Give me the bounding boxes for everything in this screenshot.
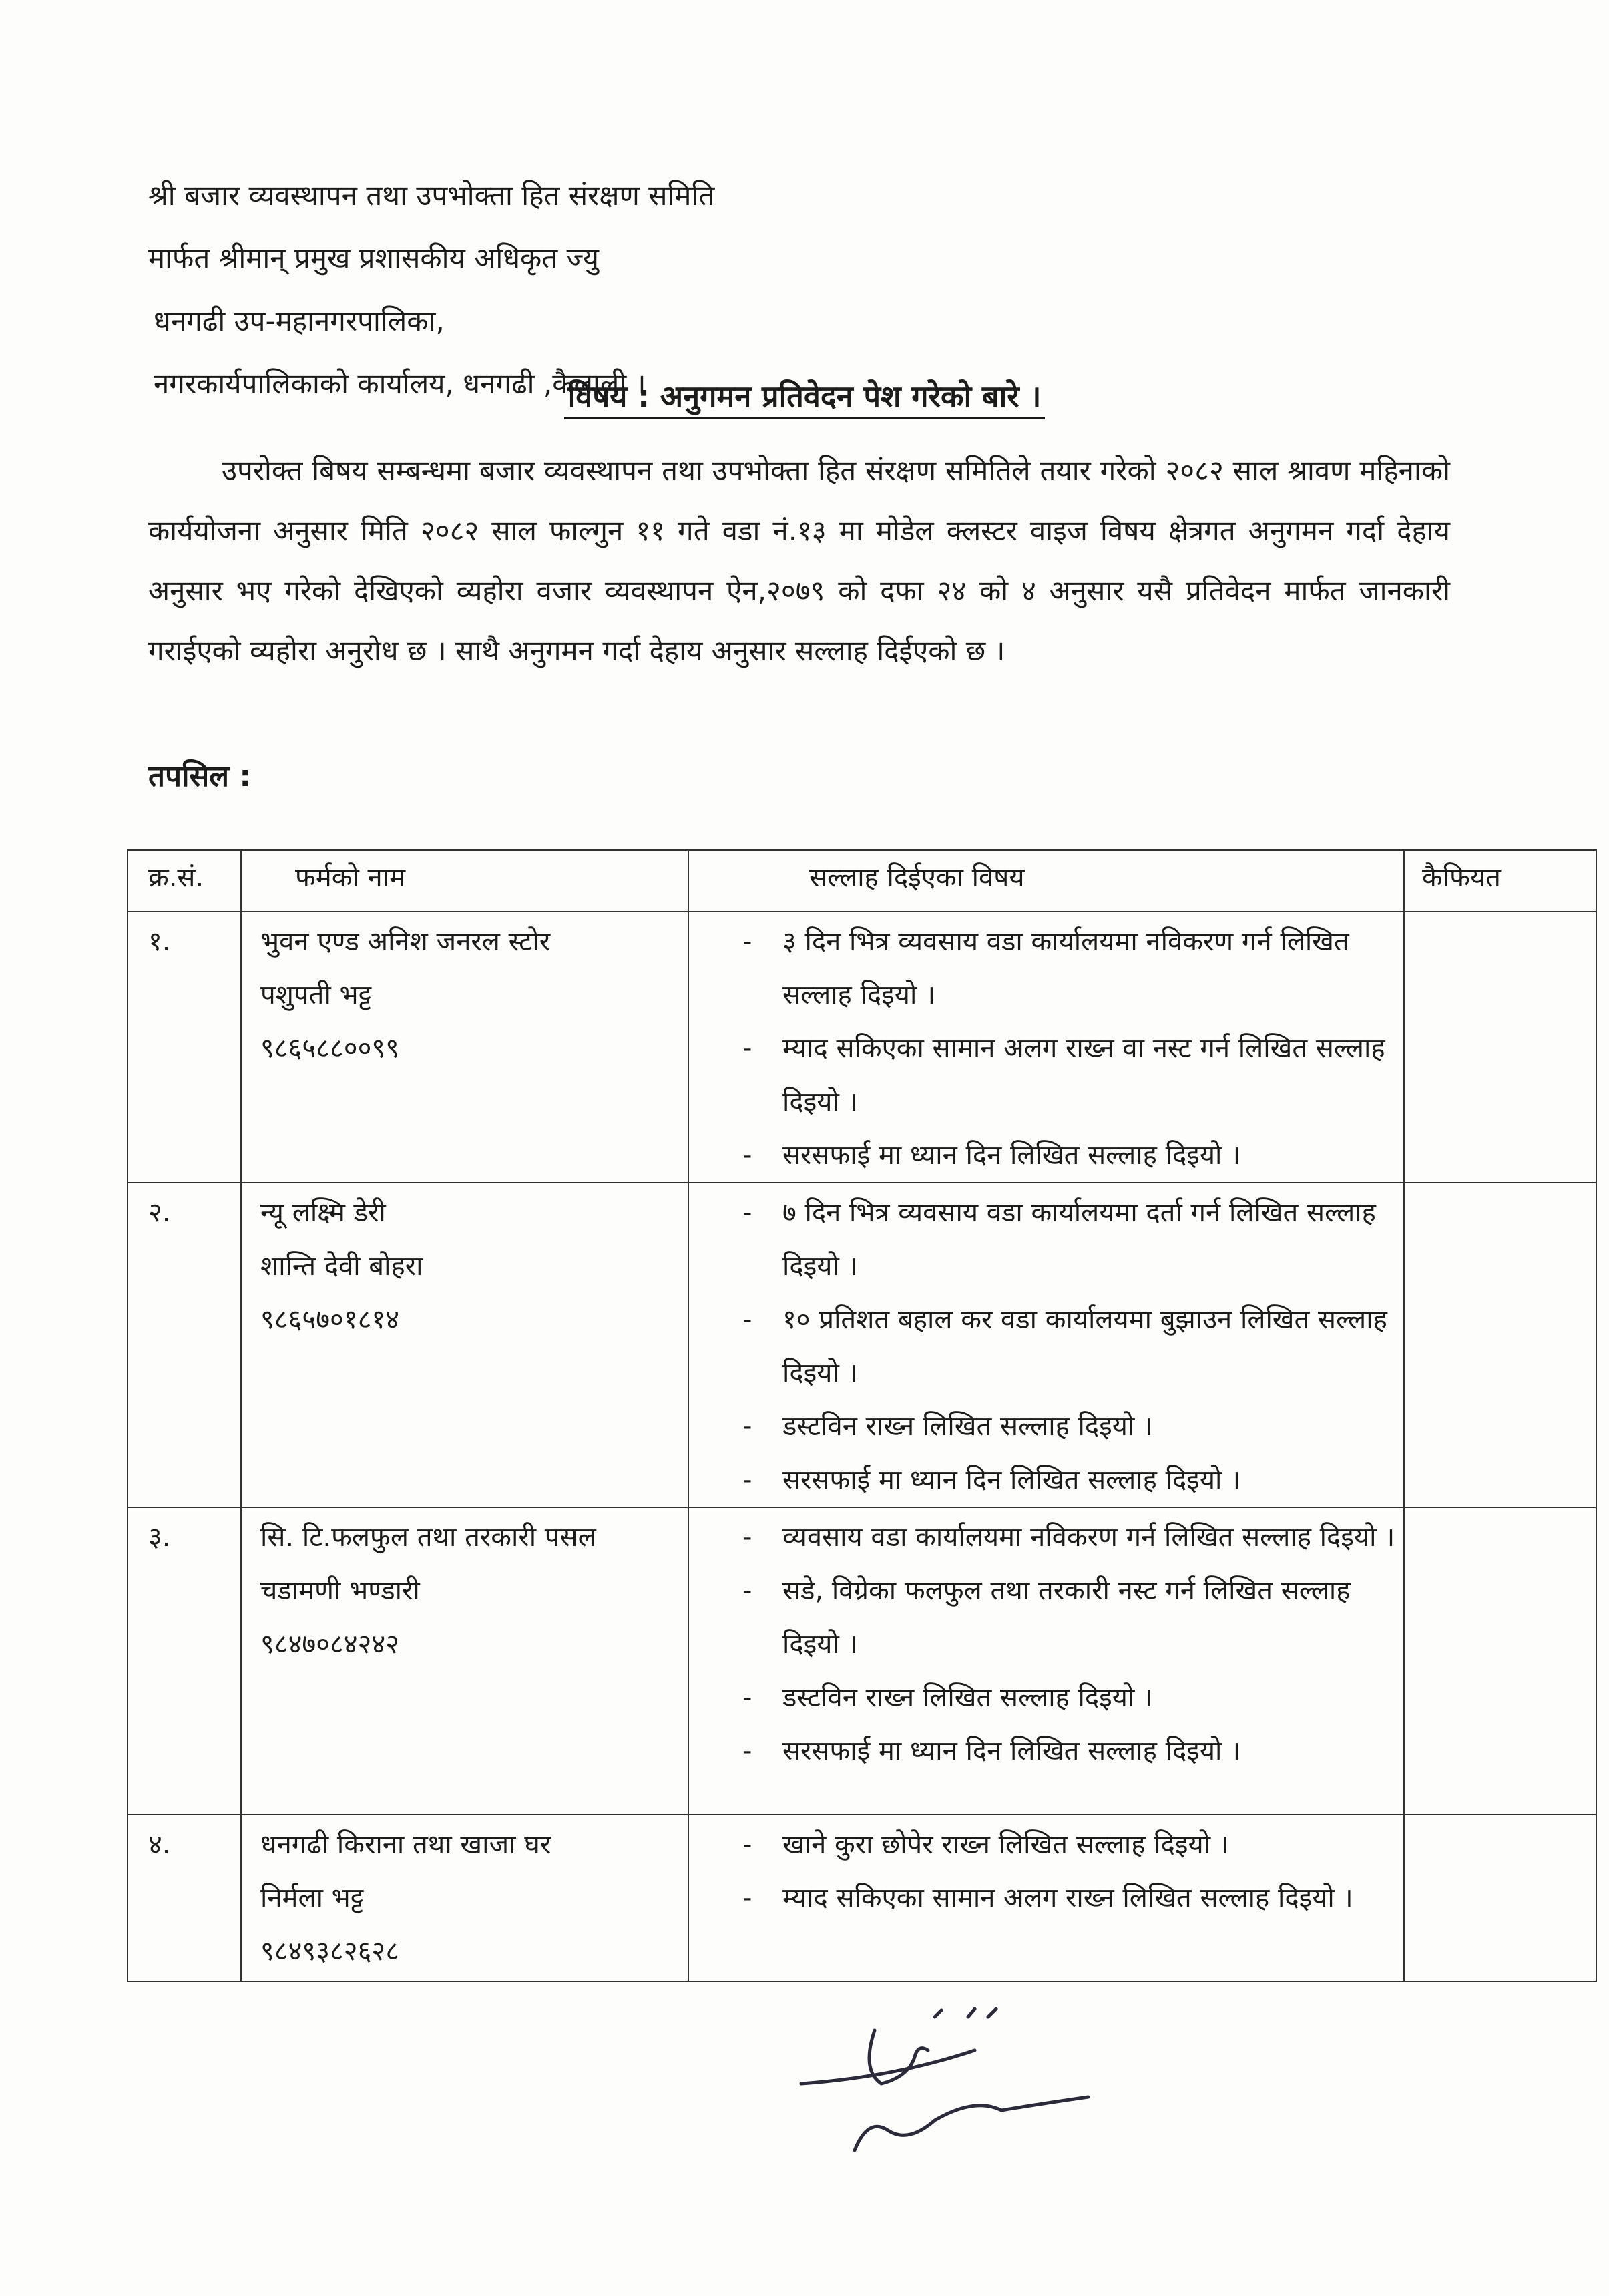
- row-advice: [688, 912, 1404, 1183]
- phone-number: ९८४९३८२६२८: [260, 1936, 399, 1967]
- advice-item: - सरसफाई मा ध्यान दिन लिखित सल्लाह दिइयो ।: [689, 1724, 1397, 1778]
- owner-name: पशुपती भट्ट: [260, 980, 372, 1010]
- row-firm: [241, 1507, 688, 1814]
- row-firm: [241, 1183, 688, 1507]
- subject-line: [0, 375, 1609, 416]
- advice-item: - खाने कुरा छोपेर राख्न लिखित सल्लाह दिइयो ।: [689, 1818, 1397, 1871]
- row-remarks: [1404, 1183, 1596, 1507]
- advice-item: - व्यवसाय वडा कार्यालयमा नविकरण गर्न लिखित सल्लाह दिइयो ।: [689, 1511, 1397, 1564]
- table-row: [128, 1814, 1596, 1981]
- header-advice: सल्लाह दिईएका विषय: [688, 850, 1404, 912]
- header-serial: क्र.सं.: [128, 850, 241, 912]
- header-remarks: कैफियत: [1404, 850, 1596, 912]
- table-row: [128, 1183, 1596, 1507]
- phone-number: ९८६५८८००९९: [260, 1033, 399, 1064]
- address-line: धनगढी उप-महानगरपालिका,: [154, 305, 445, 337]
- row-serial: १.: [128, 912, 241, 1183]
- advice-item: - ७ दिन भित्र व्यवसाय वडा कार्यालयमा दर्ता गर्न लिखित सल्लाह दिइयो ।: [689, 1186, 1397, 1293]
- table-row: [128, 912, 1596, 1183]
- advice-item: - म्याद सकिएका सामान अलग राख्न लिखित सल्लाह दिइयो ।: [689, 1871, 1397, 1925]
- row-serial: ३.: [128, 1507, 241, 1814]
- phone-number: ९८४७०८४२४२: [260, 1629, 399, 1660]
- advice-item: - सरसफाई मा ध्यान दिन लिखित सल्लाह दिइयो ।: [689, 1129, 1397, 1182]
- owner-name: निर्मला भट्ट: [260, 1883, 364, 1913]
- row-firm: [241, 1814, 688, 1981]
- advice-item: - १० प्रतिशत बहाल कर वडा कार्यालयमा बुझाउन लिखित सल्लाह दिइयो ।: [689, 1293, 1397, 1400]
- details-heading: तपसिल :: [148, 759, 251, 793]
- row-remarks: [1404, 1814, 1596, 1981]
- monitoring-table: [127, 849, 1597, 1982]
- body-text: [148, 441, 1450, 681]
- row-advice: [688, 1507, 1404, 1814]
- owner-name: शान्ति देवी बोहरा: [260, 1251, 423, 1282]
- header-firm-name: फर्मको नाम: [241, 850, 688, 912]
- firm-name: सि. टि.फलफुल तथा तरकारी पसल: [260, 1522, 596, 1553]
- firm-name: भुवन एण्ड अनिश जनरल स्टोर: [260, 926, 551, 957]
- body-paragraph: उपरोक्त बिषय सम्बन्धमा बजार व्यवस्थापन तथा उपभोक्ता हित संरक्षण समितिले तयार गरेको २०८२ साल श्रावण महिनाको कार्ययोजना अनुसार मिति २०८२ साल फाल्गुन ११ गते वडा नं.१३ मा मोडेल क्लस्टर वाइज विषय क्षेत्रगत अनुगमन गर्दा देहाय अनुसार भए गरेको देखिएको व्यहोरा वजार व्यवस्थापन ऐन,२०७९ को दफा २४ को ४ अनुसार यसै प्रतिवेदन मार्फत जानकारी गराईएको व्यहोरा अनुरोध छ । साथै अनुगमन गर्दा देहाय अनुसार सल्लाह दिईएको छ ।: [148, 454, 1450, 667]
- row-advice: [688, 1183, 1404, 1507]
- advice-item: - म्याद सकिएका सामान अलग राख्न वा नस्ट गर्न लिखित सल्लाह दिइयो ।: [689, 1022, 1397, 1129]
- handwritten-signature: [774, 1977, 1148, 2177]
- row-remarks: [1404, 912, 1596, 1183]
- subject-text: विषय : अनुगमन प्रतिवेदन पेश गरेको बारे ।: [564, 379, 1046, 419]
- phone-number: ९८६५७०१८१४: [260, 1304, 399, 1335]
- address-line: नगरकार्यपालिकाको कार्यालय, धनगढी ,कैलाली ।: [154, 367, 646, 400]
- advice-item: - सडे, विग्रेका फलफुल तथा तरकारी नस्ट गर्न लिखित सल्लाह दिइयो ।: [689, 1564, 1397, 1671]
- advice-item: - डस्टविन राख्न लिखित सल्लाह दिइयो ।: [689, 1671, 1397, 1724]
- table-header-row: [128, 850, 1596, 912]
- firm-name: न्यू लक्ष्मि डेरी: [260, 1197, 386, 1228]
- advice-item: - सरसफाई मा ध्यान दिन लिखित सल्लाह दिइयो ।: [689, 1453, 1397, 1507]
- row-advice: [688, 1814, 1404, 1981]
- row-serial: २.: [128, 1183, 241, 1507]
- advice-item: - डस्टविन राख्न लिखित सल्लाह दिइयो ।: [689, 1400, 1397, 1453]
- row-serial: ४.: [128, 1814, 241, 1981]
- advice-item: - ३ दिन भित्र व्यवसाय वडा कार्यालयमा नविकरण गर्न लिखित सल्लाह दिइयो ।: [689, 915, 1397, 1022]
- row-remarks: [1404, 1507, 1596, 1814]
- address-line: मार्फत श्रीमान् प्रमुख प्रशासकीय अधिकृत ज्यु: [148, 242, 599, 274]
- address-line: श्री बजार व्यवस्थापन तथा उपभोक्ता हित संरक्षण समिति: [148, 179, 715, 212]
- table-row: [128, 1507, 1596, 1814]
- row-firm: [241, 912, 688, 1183]
- firm-name: धनगढी किराना तथा खाजा घर: [260, 1829, 551, 1860]
- owner-name: चडामणी भण्डारी: [260, 1575, 420, 1606]
